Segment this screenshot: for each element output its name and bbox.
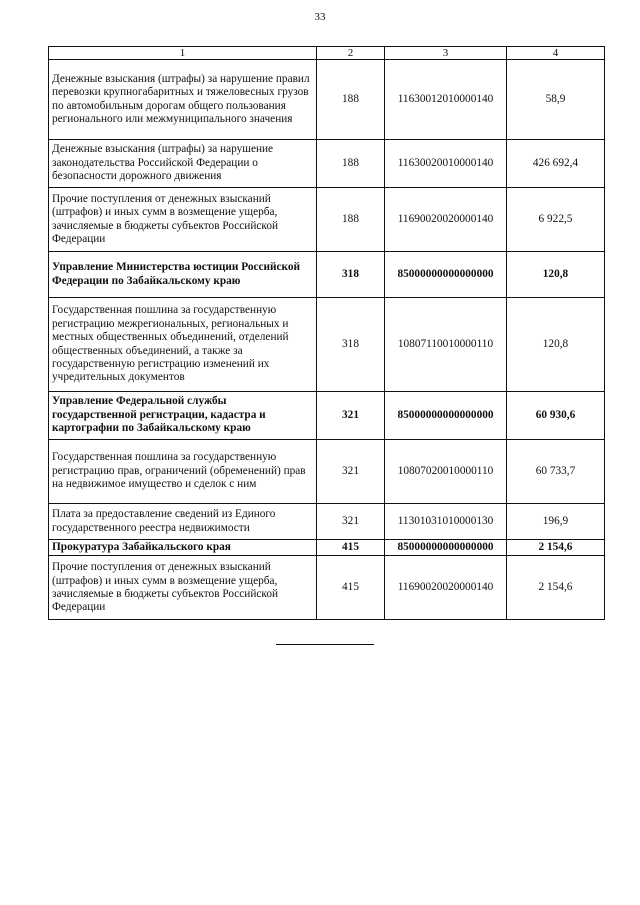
row-amount: 120,8 [507, 298, 605, 392]
row-budget-code: 85000000000000000 [385, 252, 507, 298]
row-budget-code: 85000000000000000 [385, 392, 507, 440]
table-row [49, 60, 605, 140]
row-budget-code: 11690020020000140 [385, 188, 507, 252]
row-budget-code: 11630020010000140 [385, 140, 507, 188]
row-admin-code: 318 [317, 252, 385, 298]
column-header: 2 [317, 47, 385, 60]
table-row [49, 392, 605, 440]
table-row [49, 252, 605, 298]
row-amount: 60 930,6 [507, 392, 605, 440]
row-name: Денежные взыскания (штрафы) за нарушение правил перевозки крупногабаритных и тяжеловесных грузов по автомобильным дорогам общего пользования регионального или межмуниципального значения [49, 60, 317, 140]
column-header: 3 [385, 47, 507, 60]
column-header: 4 [507, 47, 605, 60]
row-name: Прочие поступления от денежных взысканий (штрафов) и иных сумм в возмещение ущерба, зачисляемые в бюджеты субъектов Российской Федерации [49, 188, 317, 252]
row-name: Управление Федеральной службы государственной регистрации, кадастра и картографии по Забайкальскому краю [49, 392, 317, 440]
row-budget-code: 11301031010000130 [385, 504, 507, 540]
end-separator-line [276, 644, 374, 645]
row-admin-code: 415 [317, 556, 385, 620]
row-budget-code: 11630012010000140 [385, 60, 507, 140]
row-admin-code: 318 [317, 298, 385, 392]
row-admin-code: 188 [317, 140, 385, 188]
row-amount: 60 733,7 [507, 440, 605, 504]
table-row [49, 140, 605, 188]
column-header: 1 [49, 47, 317, 60]
row-amount: 2 154,6 [507, 556, 605, 620]
row-name: Плата за предоставление сведений из Единого государственного реестра недвижимости [49, 504, 317, 540]
table-row [49, 440, 605, 504]
row-budget-code: 11690020020000140 [385, 556, 507, 620]
table-row [49, 556, 605, 620]
row-budget-code: 10807110010000110 [385, 298, 507, 392]
revenue-table [48, 46, 605, 620]
row-admin-code: 321 [317, 440, 385, 504]
row-name: Денежные взыскания (штрафы) за нарушение законодательства Российской Федерации о безопасности дорожного движения [49, 140, 317, 188]
row-admin-code: 415 [317, 540, 385, 556]
row-admin-code: 321 [317, 392, 385, 440]
row-amount: 6 922,5 [507, 188, 605, 252]
table-row [49, 298, 605, 392]
row-budget-code: 85000000000000000 [385, 540, 507, 556]
row-name: Прочие поступления от денежных взысканий (штрафов) и иных сумм в возмещение ущерба, зачисляемые в бюджеты субъектов Российской Федерации [49, 556, 317, 620]
row-name: Государственная пошлина за государственную регистрацию межрегиональных, региональных и местных общественных объединений, отделений общественных объединений, а также за государственную регистрацию изменений их учредительных документов [49, 298, 317, 392]
row-name: Управление Министерства юстиции Российской Федерации по Забайкальскому краю [49, 252, 317, 298]
row-amount: 196,9 [507, 504, 605, 540]
row-name: Государственная пошлина за государственную регистрацию прав, ограничений (обременений) прав на недвижимое имущество и сделок с ним [49, 440, 317, 504]
row-budget-code: 10807020010000110 [385, 440, 507, 504]
page-number: 33 [314, 11, 326, 23]
table-row [49, 504, 605, 540]
row-amount: 426 692,4 [507, 140, 605, 188]
table-header-row [49, 47, 605, 60]
table-row [49, 188, 605, 252]
row-admin-code: 188 [317, 188, 385, 252]
row-amount: 120,8 [507, 252, 605, 298]
row-name: Прокуратура Забайкальского края [49, 540, 317, 556]
row-amount: 58,9 [507, 60, 605, 140]
table-row [49, 540, 605, 556]
row-amount: 2 154,6 [507, 540, 605, 556]
row-admin-code: 321 [317, 504, 385, 540]
row-admin-code: 188 [317, 60, 385, 140]
